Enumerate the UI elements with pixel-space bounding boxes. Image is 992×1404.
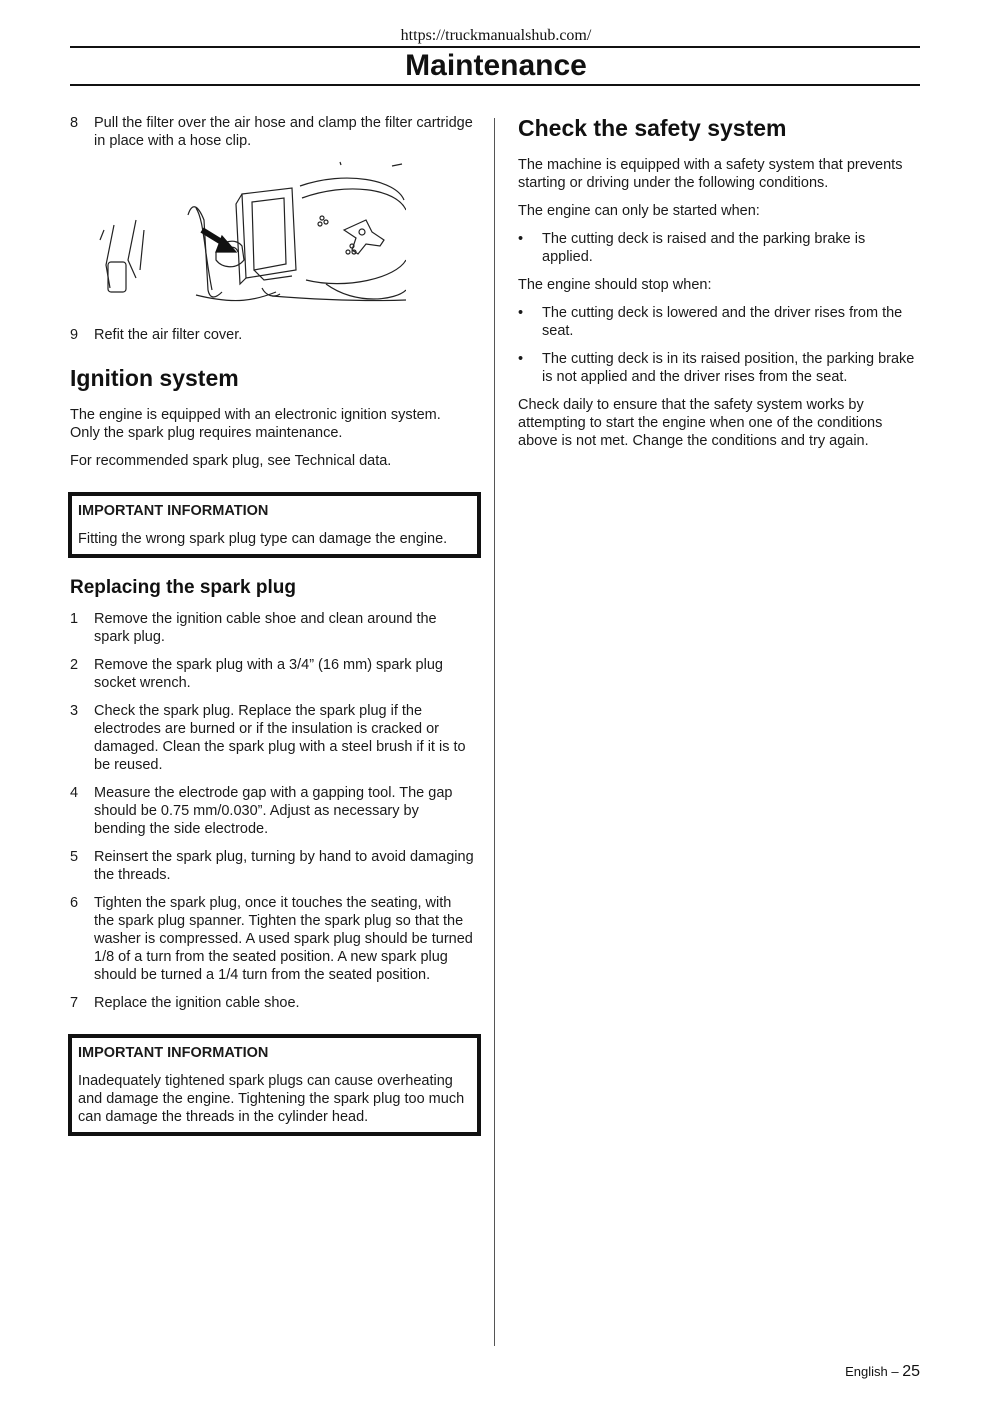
page-footer (845, 1363, 920, 1381)
info-box-heading: IMPORTANT INFORMATION (78, 1045, 269, 1061)
step-number: 3 (70, 703, 79, 719)
column-divider (494, 118, 495, 1346)
info-box-text: Fitting the wrong spark plug type can damage the engine. (78, 531, 448, 547)
air-filter-illustration (96, 160, 406, 310)
subheading-replacing-spark-plug: Replacing the spark plug (70, 577, 296, 598)
step-number: 2 (70, 657, 79, 673)
footer-separator: – (891, 1364, 899, 1379)
step-number: 1 (70, 611, 79, 627)
bullet-item (518, 304, 920, 340)
list-item (70, 784, 474, 838)
header-rule-bottom (70, 84, 920, 86)
step-8 (70, 114, 474, 150)
section-heading-ignition: Ignition system (70, 365, 239, 391)
bullet-item (518, 350, 920, 386)
page-number: 25 (902, 1363, 920, 1380)
bullet-text: The cutting deck is lowered and the driver rises from the seat. (542, 305, 903, 339)
step-number: 6 (70, 895, 79, 911)
step-text: Measure the electrode gap with a gapping tool. The gap should be 0.75 mm/0.030”. Adjust as necessary by bending the side electrode. (94, 785, 453, 837)
step-number: 4 (70, 785, 79, 801)
info-box-text: Inadequately tightened spark plugs can cause overheating and damage the engine. Tightening the spark plug too much can damage the threads in the cylinder head. (78, 1073, 465, 1125)
list-item (70, 894, 474, 984)
step-number: 5 (70, 849, 79, 865)
safety-paragraph-1: The machine is equipped with a safety system that prevents starting or driving under the following conditions. (518, 157, 903, 191)
bullet-text: The cutting deck is in its raised position, the parking brake is not applied and the driver rises from the seat. (542, 351, 915, 385)
list-item (70, 994, 474, 1012)
list-item (70, 610, 474, 646)
step-text: Reinsert the spark plug, turning by hand to avoid damaging the threads. (94, 849, 474, 883)
bullet-item (518, 230, 920, 266)
safety-paragraph-4: Check daily to ensure that the safety system works by attempting to start the engine when one of the conditions above is not met. Change the conditions and try again. (518, 397, 883, 449)
step-number: 7 (70, 995, 79, 1011)
important-info-box (68, 1034, 481, 1136)
safety-paragraph-2: The engine can only be started when: (518, 203, 760, 219)
ignition-paragraph-2: For recommended spark plug, see Technical data. (70, 453, 392, 469)
list-item (70, 702, 474, 774)
right-column (518, 114, 920, 460)
step-9 (70, 326, 474, 344)
step-number: 9 (70, 327, 79, 343)
page-title: Maintenance (405, 49, 587, 82)
bullet-marker: • (518, 305, 524, 321)
step-text: Check the spark plug. Replace the spark plug if the electrodes are burned or if the insulation is cracked or damaged. Clean the spark plug with a steel brush if it is to be reused. (94, 703, 466, 773)
step-text: Refit the air filter cover. (94, 327, 243, 343)
important-info-box (68, 492, 481, 558)
step-text: Remove the spark plug with a 3/4” (16 mm) spark plug socket wrench. (94, 657, 443, 691)
step-text: Remove the ignition cable shoe and clean around the spark plug. (94, 611, 437, 645)
step-number: 8 (70, 115, 79, 131)
ignition-paragraph-1: The engine is equipped with an electronic ignition system. Only the spark plug requires maintenance. (70, 407, 441, 441)
bullet-text: The cutting deck is raised and the parking brake is applied. (542, 231, 866, 265)
bullet-marker: • (518, 231, 524, 247)
safety-paragraph-3: The engine should stop when: (518, 277, 712, 293)
step-text: Pull the filter over the air hose and clamp the filter cartridge in place with a hose clip. (94, 115, 473, 149)
step-text: Replace the ignition cable shoe. (94, 995, 300, 1011)
left-column (70, 114, 474, 1154)
step-text: Tighten the spark plug, once it touches the seating, with the spark plug spanner. Tighten the spark plug so that the washer is compressed. A used spark plug should be turned 1/8 of a turn from the seated position. A new spark plug should be turned a 1/4 turn from the seated position. (94, 895, 473, 983)
section-heading-safety: Check the safety system (518, 115, 787, 141)
list-item (70, 848, 474, 884)
info-box-heading: IMPORTANT INFORMATION (78, 503, 269, 519)
bullet-marker: • (518, 351, 524, 367)
list-item (70, 656, 474, 692)
source-url: https://truckmanualshub.com/ (400, 27, 592, 44)
footer-language: English (845, 1364, 888, 1379)
